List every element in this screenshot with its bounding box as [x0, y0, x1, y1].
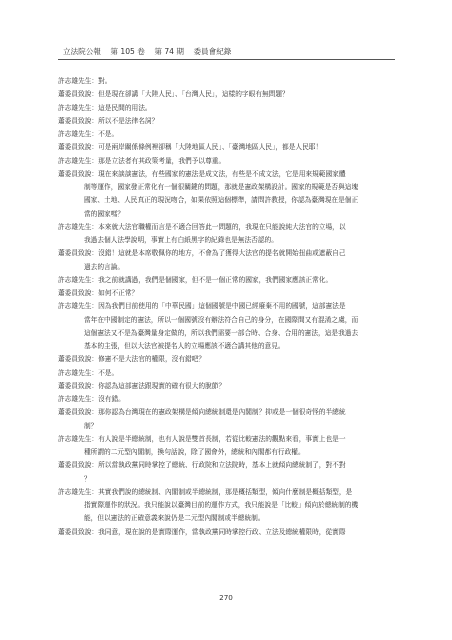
- continuation-line: 種所謂的二元型內閣制，換句話說，除了國會外，總統和內閣都有行政權。: [84, 448, 305, 456]
- continuation-line: 我過去個人法學說明，事實上有白紙黑字的紀錄也是無法否認的。: [84, 236, 278, 244]
- continuation-line: 基本的主張，但以大法官被提名人的立場應該不適合講其他的意見。: [84, 342, 285, 350]
- dialogue-paragraph: [58, 486, 398, 526]
- speaker-line: 許志雄先生：其實我們說的總統制、內閣制或半總統制，那是概括類型，傾向什麼制是概括類型，是: [58, 487, 353, 496]
- dialogue-paragraph: [58, 155, 398, 168]
- speaker-line: 許志雄先生：不是。: [58, 368, 119, 377]
- dialogue-paragraph: [58, 526, 398, 539]
- volume-number: 第 105 卷: [110, 47, 145, 56]
- speaker-line: 蕭委員致說：我同意，現在說的是實際運作，當執政黨同時掌控行政、立法及總統權限時，從實際: [58, 527, 346, 536]
- dialogue-paragraph: [58, 221, 398, 248]
- dialogue-paragraph: [58, 247, 398, 274]
- dialogue-paragraph: [58, 459, 398, 486]
- speaker-line: 蕭委員致說：沒錯！這就是本席敬佩你的地方，不會為了獲得大法官的提名就開始扭曲或遮蔽自己: [58, 249, 346, 258]
- dialogue-paragraph: [58, 141, 398, 154]
- continuation-line: 當年在中國制定的憲法，所以一個國號沒有辦法符合自己的身分，在國際間又有混淆之虞，而: [84, 315, 359, 324]
- issue-number: 第 74 期: [154, 47, 185, 56]
- dialogue-paragraph: [58, 367, 398, 380]
- speaker-line: 許志雄先生：這是民間的用法。: [58, 103, 152, 112]
- dialogue-paragraph: [58, 102, 398, 115]
- continuation-line: 這個憲法又不是為臺灣量身定做的，所以我們需要一部合時、合身、合用的憲法，這是我過去: [84, 328, 359, 337]
- dialogue-paragraph: [58, 393, 398, 406]
- dialogue-paragraph: [58, 88, 398, 101]
- speaker-line: 蕭委員致說：現在來談談憲法，有些國家的憲法是成文法，有些是不成文法，它是用來規範國家體: [58, 169, 346, 178]
- speaker-line: 蕭委員致說：修憲不是大法官的權限，沒有錯吧？: [58, 355, 206, 364]
- continuation-line: 制？: [84, 421, 98, 430]
- speaker-line: 蕭委員致說：那你認為台灣現在的憲政架構是傾向總統制還是內閣制？抑或是一個很奇怪的半總統: [58, 408, 346, 417]
- speaker-line: 許志雄先生：沒有錯。: [58, 395, 125, 403]
- speaker-line: 蕭委員致說：你認為這部憲法跟現實的確有很大的脫節？: [58, 381, 226, 390]
- continuation-line: 能，但以憲法的正確意義來說仍是二元型內閣制或半總統制。: [84, 514, 265, 523]
- header-divider: [58, 59, 395, 60]
- speaker-line: 許志雄先生：我之前就講過，我們是個國家，但不是一個正常的國家，我們國家應該正常化。: [58, 275, 333, 284]
- publication-title: 立法院公報: [63, 47, 101, 56]
- dialogue-paragraph: [58, 300, 398, 353]
- dialogue-paragraph: [58, 287, 398, 300]
- dialogue-paragraph: [58, 128, 398, 141]
- continuation-line: ？: [84, 474, 91, 483]
- speaker-line: 許志雄先生：有人說是半總統制，也有人說是雙首長制，若從比較憲法的觀點來看，事實上也是一: [58, 434, 346, 443]
- speaker-line: 蕭委員致說：但是現在卻講「大陸人民」、「台灣人民」，這樣的字眼有無問題？: [58, 90, 289, 99]
- continuation-line: 過去的言論。: [84, 262, 125, 271]
- speaker-line: 蕭委員致說：所以不是法律名詞？: [58, 116, 159, 125]
- page-number: 270: [219, 593, 233, 602]
- speaker-line: 許志雄先生：不是。: [58, 130, 119, 138]
- continuation-line: 指實際運作的狀況。我只能說以臺灣目前的運作方式，我只能說是「比較」傾向於總統制的機: [84, 501, 359, 509]
- continuation-line: 制等運作，國家發正常化有一個很關鍵的問題，那就是憲政架構設計。國家的規範是否與這塊: [84, 183, 359, 191]
- speaker-line: 許志雄先生：因為我們目前使用的「中華民國」這個國號是中國已經廢棄不用的國號，這部憲法是: [58, 302, 346, 311]
- continuation-line: 當的國家嗎？: [84, 209, 125, 218]
- dialogue-paragraph: [58, 353, 398, 366]
- continuation-line: 國家、土地、人民真正的現況吻合，如果依照這個標準，請問許教授，你認為臺灣現在是個正: [84, 196, 359, 205]
- speaker-line: 許志雄先生：本來就大法官職權而言是不適合回答此一問題的，我現在只能說純大法官的立場，以: [58, 222, 346, 231]
- speaker-line: 許志雄先生：那是立法者有其政策考量，我們予以尊重。: [58, 156, 226, 165]
- dialogue-paragraph: [58, 168, 398, 221]
- speaker-line: 蕭委員致說：如何不正常？: [58, 289, 139, 297]
- dialogue-paragraph: [58, 380, 398, 393]
- dialogue-paragraph: [58, 75, 398, 88]
- dialogue-paragraph: [58, 406, 398, 433]
- speaker-line: 蕭委員致說：所以當執政黨同時掌控了總統、行政院和立法院時，基本上就傾向總統制了，對不對: [58, 461, 346, 470]
- dialogue-paragraph: [58, 115, 398, 128]
- section-title: 委員會紀錄: [193, 47, 232, 56]
- dialogue-paragraph: [58, 433, 398, 460]
- dialogue-paragraph: [58, 274, 398, 287]
- speaker-line: 蕭委員致說：可是兩岸關係條例裡卻稱「大陸地區人民」、「臺灣地區人民」，都是人民耶！: [58, 143, 323, 152]
- transcript-body: [58, 75, 398, 539]
- speaker-line: 許志雄先生：對。: [58, 77, 112, 85]
- page-header: [63, 46, 238, 57]
